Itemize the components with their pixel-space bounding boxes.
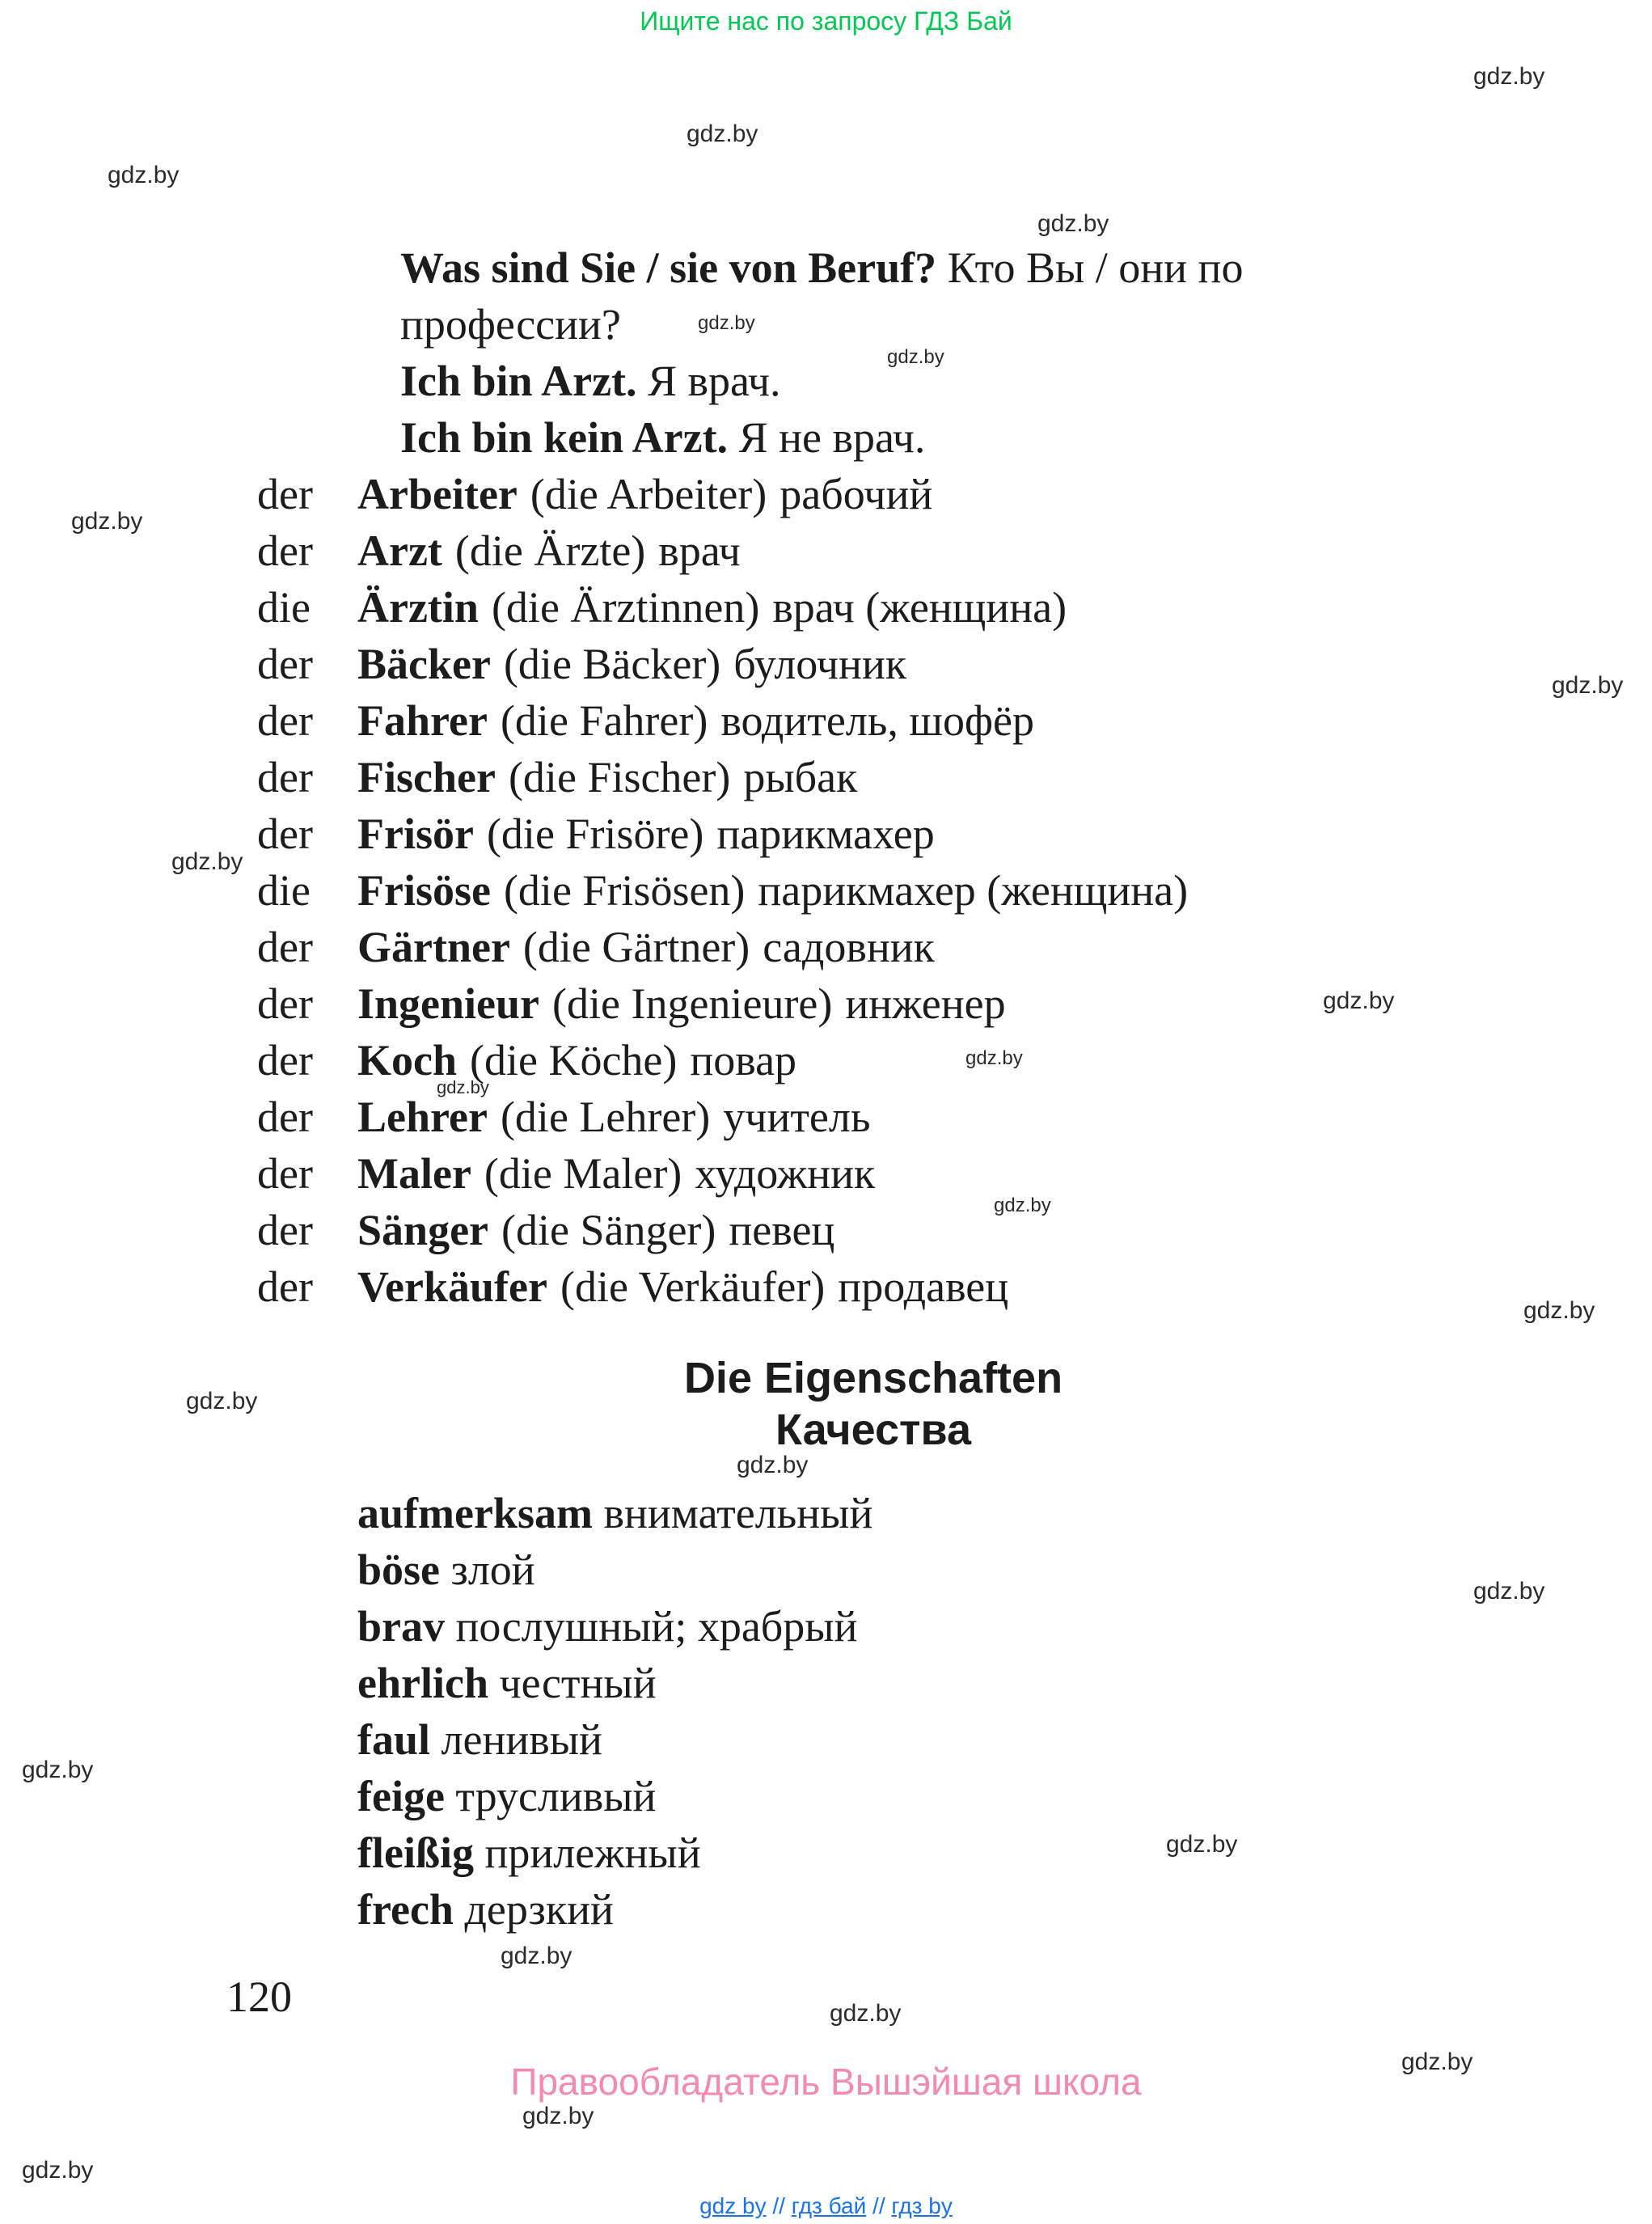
translation: певец xyxy=(729,1206,835,1254)
adjective-row xyxy=(357,1771,656,1821)
section-title-de: Die Eigenschaften xyxy=(683,1354,1063,1402)
intro-question-ru-part1: Кто Вы / они по xyxy=(947,243,1244,292)
section-title-ru: Качества xyxy=(775,1406,971,1454)
translation: рыбак xyxy=(743,753,858,801)
headword: Maler xyxy=(357,1149,471,1198)
intro-line-2 xyxy=(400,299,621,349)
article: der xyxy=(257,923,313,971)
headword: Koch xyxy=(357,1036,458,1085)
headword: Fahrer xyxy=(357,696,488,745)
vocab-row xyxy=(257,1092,870,1142)
article: der xyxy=(257,470,313,518)
translation: рабочий xyxy=(780,470,933,518)
watermark: gdz.by xyxy=(1552,672,1624,699)
vocab-row xyxy=(257,1148,875,1199)
translation: врач (женщина) xyxy=(772,583,1067,632)
watermark: gdz.by xyxy=(437,1077,489,1097)
intro-answer1-ru: Я врач. xyxy=(648,357,781,405)
intro-line-4 xyxy=(400,412,925,463)
translation: честный xyxy=(499,1659,657,1707)
article: der xyxy=(257,1036,313,1085)
watermark: gdz.by xyxy=(1401,2049,1473,2075)
intro-question-de: Was sind Sie / sie von Beruf? xyxy=(400,243,937,292)
article: der xyxy=(257,1206,313,1254)
headword: aufmerksam xyxy=(357,1489,593,1537)
vocab-row xyxy=(257,752,857,802)
watermark: gdz.by xyxy=(1473,1578,1545,1605)
intro-line-3 xyxy=(400,356,781,406)
translation: водитель, шофёр xyxy=(720,696,1034,745)
watermark: gdz.by xyxy=(501,1943,572,1969)
translation: трусливый xyxy=(455,1772,657,1820)
intro-answer1-de: Ich bin Arzt. xyxy=(400,357,637,405)
watermark: gdz.by xyxy=(1323,987,1395,1014)
translation: послушный; храбрый xyxy=(455,1602,858,1651)
headword: brav xyxy=(357,1602,445,1651)
headword: Lehrer xyxy=(357,1093,488,1141)
plural-form: (die Verkäufer) xyxy=(560,1262,826,1311)
vocab-row xyxy=(257,582,1067,632)
headword: Sänger xyxy=(357,1206,488,1254)
intro-question-ru-part2: профессии? xyxy=(400,300,621,349)
headword: Ingenieur xyxy=(357,979,540,1028)
translation: дерзкий xyxy=(464,1885,614,1934)
vocab-row xyxy=(257,469,932,519)
watermark: gdz.by xyxy=(887,346,944,368)
adjective-row xyxy=(357,1715,602,1765)
watermark: gdz.by xyxy=(22,2157,94,2184)
watermark: gdz.by xyxy=(1473,63,1545,90)
article: der xyxy=(257,979,313,1028)
plural-form: (die Arbeiter) xyxy=(530,470,767,518)
watermark: gdz.by xyxy=(522,2103,594,2129)
headword: Gärtner xyxy=(357,923,510,971)
vocab-row xyxy=(257,922,935,972)
plural-form: (die Fahrer) xyxy=(500,696,708,745)
plural-form: (die Sänger) xyxy=(501,1206,716,1254)
plural-form: (die Ärztinnen) xyxy=(491,583,760,632)
footer-links xyxy=(0,2193,1652,2219)
headword: Fischer xyxy=(357,753,496,801)
watermark: gdz.by xyxy=(994,1194,1051,1216)
watermark: gdz.by xyxy=(186,1388,258,1414)
headword: Arzt xyxy=(357,526,442,575)
translation: повар xyxy=(690,1036,797,1085)
adjective-row xyxy=(357,1488,872,1538)
article: der xyxy=(257,1149,313,1198)
watermark: gdz.by xyxy=(1037,210,1109,237)
translation: злой xyxy=(450,1545,535,1594)
article: der xyxy=(257,1262,313,1311)
watermark: gdz.by xyxy=(1523,1297,1595,1324)
translation: булочник xyxy=(733,640,907,688)
translation: врач xyxy=(658,526,741,575)
watermark: gdz.by xyxy=(22,1757,94,1783)
article: der xyxy=(257,696,313,745)
headword: frech xyxy=(357,1885,454,1934)
promo-banner: Ищите нас по запросу ГДЗ Бай xyxy=(640,6,1012,36)
headword: Ärztin xyxy=(357,583,479,632)
vocab-row xyxy=(257,809,935,859)
plural-form: (die Fischer) xyxy=(508,753,731,801)
adjective-row xyxy=(357,1658,657,1708)
vocab-row xyxy=(257,1035,796,1085)
footer-link-gdz-by[interactable]: gdz by xyxy=(699,2193,767,2218)
copyright-line: Правообладатель Вышэйшая школа xyxy=(510,2061,1142,2103)
headword: Verkäufer xyxy=(357,1262,547,1311)
plural-form: (die Köche) xyxy=(470,1036,678,1085)
footer-separator: // xyxy=(872,2193,885,2218)
vocab-row xyxy=(257,1205,834,1255)
article: der xyxy=(257,526,313,575)
article: der xyxy=(257,753,313,801)
footer-link-gdz-bai[interactable]: гдз бай xyxy=(791,2193,867,2218)
translation: ленивый xyxy=(441,1715,602,1764)
watermark: gdz.by xyxy=(965,1047,1023,1069)
headword: Arbeiter xyxy=(357,470,518,518)
adjective-row xyxy=(357,1545,535,1595)
footer-separator: // xyxy=(772,2193,785,2218)
footer-link-gdz-by-cyr[interactable]: гдз by xyxy=(891,2193,953,2218)
translation: садовник xyxy=(763,923,935,971)
vocab-row xyxy=(257,979,1006,1029)
headword: Frisöse xyxy=(357,866,491,915)
vocab-row xyxy=(257,526,741,576)
watermark: gdz.by xyxy=(698,312,755,334)
vocab-row xyxy=(257,696,1034,746)
adjective-row xyxy=(357,1884,614,1934)
vocab-row xyxy=(257,639,906,689)
watermark: gdz.by xyxy=(1166,1831,1238,1858)
headword: ehrlich xyxy=(357,1659,488,1707)
intro-line-1 xyxy=(400,243,1243,293)
article: der xyxy=(257,810,313,858)
headword: feige xyxy=(357,1772,445,1820)
watermark: gdz.by xyxy=(737,1452,809,1478)
intro-answer2-de: Ich bin kein Arzt. xyxy=(400,413,729,462)
plural-form: (die Bäcker) xyxy=(503,640,721,688)
translation: инженер xyxy=(845,979,1006,1028)
vocab-row xyxy=(257,1262,1008,1312)
headword: Frisör xyxy=(357,810,474,858)
headword: fleißig xyxy=(357,1829,474,1877)
translation: художник xyxy=(695,1149,876,1198)
vocab-row xyxy=(257,865,1188,915)
intro-answer2-ru: Я не врач. xyxy=(738,413,926,462)
translation: продавец xyxy=(838,1262,1009,1311)
watermark: gdz.by xyxy=(108,162,180,188)
article: die xyxy=(257,866,311,915)
translation: парикмахер (женщина) xyxy=(758,866,1189,915)
watermark: gdz.by xyxy=(71,508,143,535)
article: der xyxy=(257,640,313,688)
translation: учитель xyxy=(723,1093,871,1141)
plural-form: (die Frisösen) xyxy=(503,866,746,915)
headword: faul xyxy=(357,1715,431,1764)
watermark: gdz.by xyxy=(171,848,243,875)
translation: прилежный xyxy=(484,1829,701,1877)
article: die xyxy=(257,583,311,632)
plural-form: (die Maler) xyxy=(484,1149,682,1198)
plural-form: (die Gärtner) xyxy=(522,923,750,971)
plural-form: (die Lehrer) xyxy=(500,1093,711,1141)
article: der xyxy=(257,1093,313,1141)
plural-form: (die Frisöre) xyxy=(486,810,704,858)
translation: парикмахер xyxy=(716,810,935,858)
headword: böse xyxy=(357,1545,441,1594)
plural-form: (die Ingenieure) xyxy=(552,979,833,1028)
plural-form: (die Ärzte) xyxy=(454,526,646,575)
headword: Bäcker xyxy=(357,640,491,688)
translation: внимательный xyxy=(603,1489,873,1537)
watermark: gdz.by xyxy=(687,121,758,147)
adjective-row xyxy=(357,1828,701,1878)
watermark: gdz.by xyxy=(830,2000,902,2027)
page-number: 120 xyxy=(226,1972,292,2021)
adjective-row xyxy=(357,1601,857,1651)
